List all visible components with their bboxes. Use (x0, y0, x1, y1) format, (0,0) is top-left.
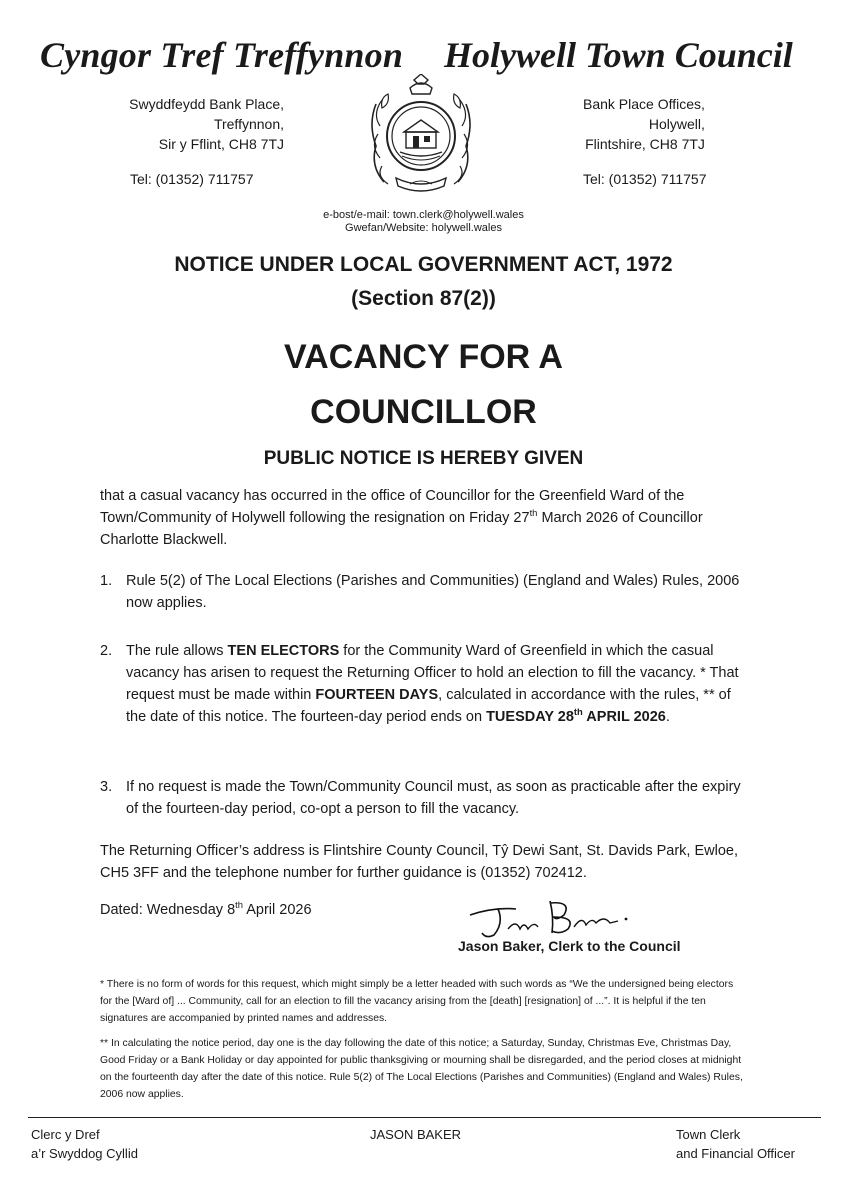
text-run: . (665, 709, 670, 725)
council-crest-icon (366, 74, 476, 199)
address-welsh (129, 94, 284, 154)
list-number: 3. (100, 779, 113, 795)
list-item (100, 776, 750, 820)
email-line[interactable]: e-bost/e-mail: town.clerk@holywell.wales (323, 209, 524, 221)
text-run: for the Community Ward of Greenfield in which the casual vacancy has arisen to request the Returning Officer to hold an election to fill the vacancy. * That request must be made within (126, 643, 739, 703)
intro-text-cont: March 2026 of Councillor Charlotte Blackwell. (100, 510, 703, 548)
address-line: Holywell, (648, 116, 705, 132)
dated-text-cont: April 2026 (243, 902, 312, 918)
deadline-day: TUESDAY 28 (486, 709, 574, 725)
address-line: Swyddfeydd Bank Place, (129, 96, 284, 112)
notice-heading-line1: NOTICE UNDER LOCAL GOVERNMENT ACT, 1972 (174, 253, 673, 276)
list-number: 1. (100, 573, 113, 589)
footer-divider (28, 1117, 821, 1118)
fourteen-days-emphasis: FOURTEEN DAYS (315, 687, 439, 703)
vacancy-heading (0, 330, 847, 440)
intro-sup: th (529, 507, 538, 519)
council-title-welsh: Cyngor Tref Treffynnon (40, 35, 404, 75)
deadline-month: APRIL 2026 (582, 709, 666, 725)
deadline-date (486, 706, 666, 725)
notice-heading (0, 248, 847, 316)
list-item (100, 570, 750, 614)
list-text: If no request is made the Town/Community Council must, as soon as practicable after the expiry of the fourteen-day period, co-opt a person to fill the vacancy. (126, 779, 741, 817)
footer-right-line1: Town Clerk (676, 1127, 741, 1142)
list-number: 2. (100, 643, 113, 659)
signatory-name: Jason Baker, Clerk to the Council (458, 938, 681, 954)
footer-left (31, 1125, 138, 1163)
dated-sup: th (235, 899, 244, 911)
footer-center: JASON BAKER (370, 1127, 462, 1142)
vacancy-heading-line1: VACANCY FOR A (284, 338, 563, 376)
intro-text: that a casual vacancy has occurred in the office of Councillor for the Greenfield Ward of the Town/Community of Holywell following the resignation on Friday 27 (100, 488, 685, 526)
address-line: Flintshire, CH8 7TJ (585, 136, 705, 152)
intro-paragraph (100, 485, 745, 551)
address-line: Sir y Fflint, CH8 7TJ (158, 136, 284, 152)
notice-heading-line2: (Section 87(2)) (351, 287, 496, 310)
footer-right (676, 1125, 795, 1163)
contact-block (0, 209, 847, 235)
list-text (126, 640, 750, 728)
dated-line (100, 899, 312, 918)
vacancy-heading-line2: COUNCILLOR (310, 393, 537, 431)
footnote-1: * There is no form of words for this request, which might simply be a letter headed with such words as “We the undersigned being electors for the [Ward of] ... Community, call for an election to fill the vacancy arising from the [death] [resignation] of ...”. It is helpful if the ten signatures are accompanied by printed names and addresses. (100, 979, 734, 1024)
dated-text: Dated: Wednesday 8 (100, 902, 236, 918)
footer-right-line2: and Financial Officer (676, 1146, 795, 1161)
footnote-2: ** In calculating the notice period, day one is the day following the date of this notice; a Saturday, Sunday, Christmas Eve, Christmas Day, Good Friday or a Bank Holiday or day appointed for public thanksgiving or mourning shall be disregarded, and the period closes at midnight on the fourteenth day after the date of this notice. Rule 5(2) of The Local Elections (Parishes and Communities) (England and Wales) Rules, 2006 now applies. (100, 1038, 743, 1100)
telephone-welsh: Tel: (01352) 711757 (130, 171, 254, 187)
website-line[interactable]: Gwefan/Website: holywell.wales (345, 222, 502, 234)
public-notice-heading: PUBLIC NOTICE IS HEREBY GIVEN (263, 448, 584, 469)
address-line: Bank Place Offices, (583, 96, 705, 112)
text-run: The rule allows (126, 643, 228, 659)
text-run: , calculated in accordance with the rules, ** of the date of this notice. The fourteen-day period ends on (126, 687, 731, 725)
returning-officer-paragraph: The Returning Officer’s address is Flintshire County Council, Tŷ Dewi Sant, St. Davids Park, Ewloe, CH5 3FF and the telephone number for further guidance is (01352) 702412. (100, 843, 738, 881)
signature-icon (464, 893, 644, 943)
telephone-english: Tel: (01352) 711757 (583, 171, 707, 187)
address-line: Treffynnon, (213, 116, 284, 132)
ten-electors-emphasis: TEN ELECTORS (227, 643, 340, 659)
address-english (583, 94, 705, 154)
list-item (100, 640, 750, 728)
footer-left-line2: a’r Swyddog Cyllid (31, 1146, 138, 1161)
list-text: Rule 5(2) of The Local Elections (Parishes and Communities) (England and Wales) Rules, 2006 now applies. (126, 573, 740, 611)
footer-left-line1: Clerc y Dref (31, 1127, 100, 1142)
deadline-sup: th (573, 706, 583, 718)
council-title-english: Holywell Town Council (444, 35, 793, 75)
